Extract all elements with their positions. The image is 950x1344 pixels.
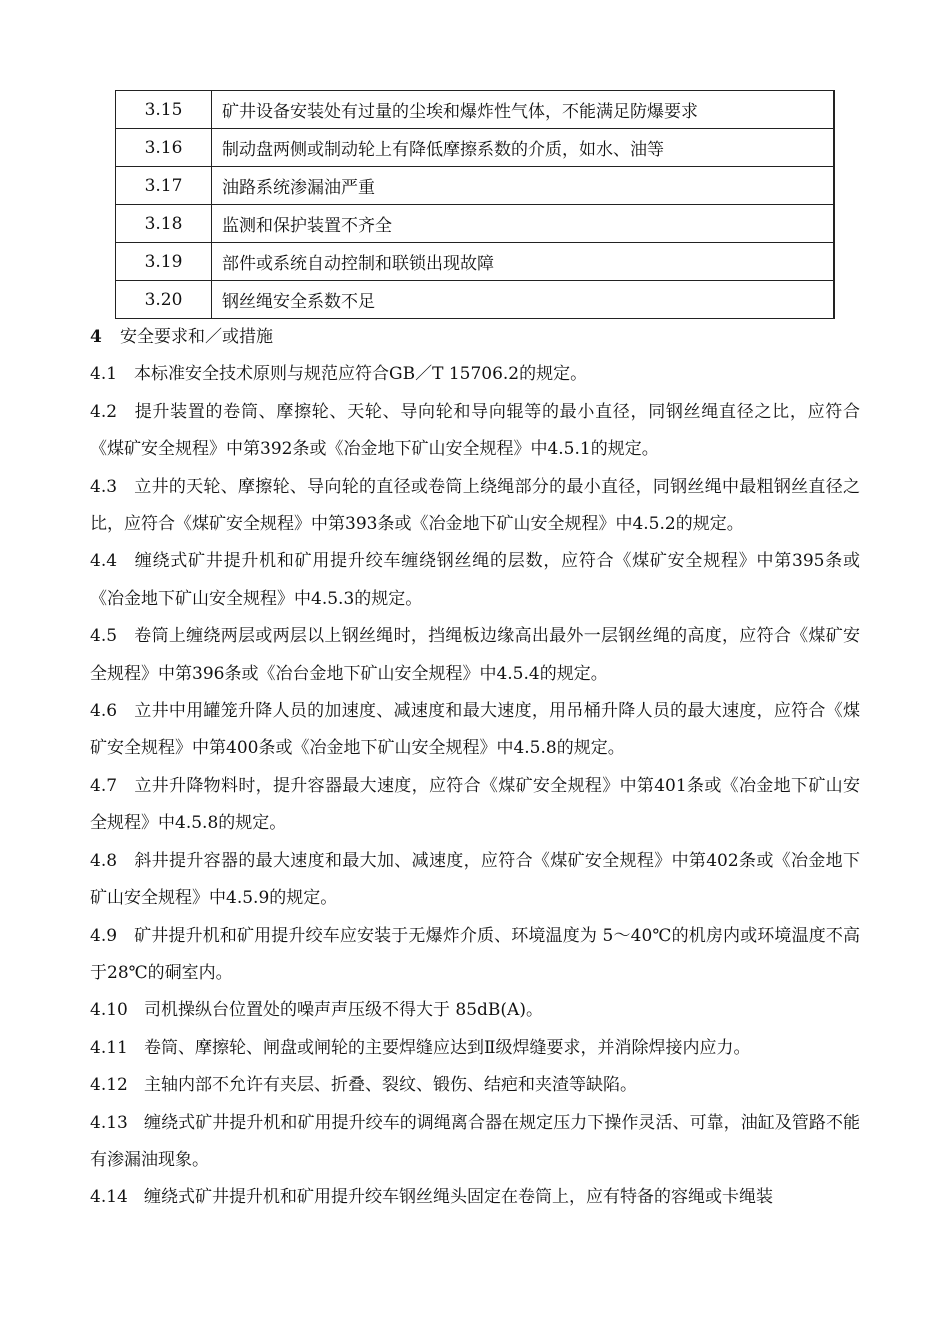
clause-number: 4.2 (90, 401, 118, 422)
clause (90, 992, 860, 1029)
row-number: 3.20 (116, 281, 212, 319)
clause-number: 4.8 (90, 850, 118, 871)
clause (90, 394, 860, 469)
clause-text: 卷筒上缠绕两层或两层以上钢丝绳时，挡绳板边缘高出最外一层钢丝绳的高度，应符合《煤矿安全规程》中第396条或《冶台金地下矿山安全规程》中4.5.4的规定。 (90, 626, 860, 684)
clause-text: 立井升降物料时，提升容器最大速度，应符合《煤矿安全规程》中第401条或《冶金地下矿山安全规程》中4.5.8的规定。 (90, 775, 860, 834)
table-row (116, 129, 835, 167)
row-description: 部件或系统自动控制和联锁出现故障 (212, 243, 835, 281)
clause-number: 4.14 (90, 1187, 128, 1208)
clause-number: 4.6 (90, 701, 118, 722)
row-number: 3.19 (116, 243, 212, 281)
clause (90, 693, 860, 768)
clause (90, 356, 860, 393)
clause-number: 4.5 (90, 626, 118, 647)
clause-text: 立井的天轮、摩擦轮、导向轮的直径或卷筒上绕绳部分的最小直径，同钢丝绳中最粗钢丝直径之比，应符合《煤矿安全规程》中第393条或《冶金地下矿山安全规程》中4.5.2的规定。 (90, 476, 860, 535)
clause (90, 1179, 860, 1216)
clause-text: 本标准安全技术原则与规范应符合GB／T 15706.2的规定。 (134, 364, 588, 385)
section-heading (90, 319, 860, 356)
row-number: 3.18 (116, 205, 212, 243)
clause-text: 主轴内部不允许有夹层、折叠、裂纹、锻伤、结疤和夹渣等缺陷。 (144, 1075, 637, 1096)
clause (90, 543, 860, 618)
row-description: 钢丝绳安全系数不足 (212, 281, 835, 319)
clause (90, 768, 860, 843)
hazard-table (115, 90, 835, 319)
clause-number: 4.1 (90, 364, 118, 385)
row-description: 矿井设备安装处有过量的尘埃和爆炸性气体，不能满足防爆要求 (212, 91, 835, 129)
row-description: 监测和保护装置不齐全 (212, 205, 835, 243)
row-number: 3.16 (116, 129, 212, 167)
row-description: 油路系统渗漏油严重 (212, 167, 835, 205)
row-number: 3.17 (116, 167, 212, 205)
clause-text: 提升装置的卷筒、摩擦轮、天轮、导向轮和导向辊等的最小直径，同钢丝绳直径之比，应符合《煤矿安全规程》中第392条或《冶金地下矿山安全规程》中4.5.1的规定。 (90, 401, 860, 460)
clause-text: 司机操纵台位置处的噪声声压级不得大于 85dB(A)。 (144, 1000, 543, 1021)
clause-number: 4.9 (90, 925, 118, 946)
clause (90, 843, 860, 918)
clause-number: 4.12 (90, 1075, 128, 1096)
clause-number: 4.11 (90, 1037, 128, 1058)
clause (90, 1105, 860, 1180)
clause-number: 4.3 (90, 476, 118, 497)
row-number: 3.15 (116, 91, 212, 129)
clause-number: 4.10 (90, 1000, 128, 1021)
section-number: 4 (90, 327, 102, 347)
clause (90, 1030, 860, 1067)
clause-text: 缠绕式矿井提升机和矿用提升绞车缠绕钢丝绳的层数，应符合《煤矿安全规程》中第395条或《冶金地下矿山安全规程》中4.5.3的规定。 (90, 551, 860, 609)
clause-text: 缠绕式矿井提升机和矿用提升绞车的调绳离合器在规定压力下操作灵活、可靠，油缸及管路不能有渗漏油现象。 (90, 1112, 860, 1170)
clause-text: 缠绕式矿井提升机和矿用提升绞车钢丝绳头固定在卷筒上，应有特备的容绳或卡绳装 (144, 1187, 773, 1208)
clause-text: 卷筒、摩擦轮、闸盘或闸轮的主要焊缝应达到Ⅱ级焊缝要求，并消除焊接内应力。 (144, 1037, 751, 1058)
clause (90, 469, 860, 544)
clause-number: 4.13 (90, 1112, 128, 1133)
row-description: 制动盘两侧或制动轮上有降低摩擦系数的介质，如水、油等 (212, 129, 835, 167)
table-row (116, 205, 835, 243)
section-title: 安全要求和／或措施 (120, 327, 273, 347)
clause-text: 斜井提升容器的最大速度和最大加、减速度，应符合《煤矿安全规程》中第402条或《冶金地下矿山安全规程》中4.5.9的规定。 (90, 850, 860, 909)
clause (90, 1067, 860, 1104)
table-row (116, 281, 835, 319)
clause-number: 4.4 (90, 551, 118, 572)
document-body (90, 319, 860, 1217)
table-row (116, 91, 835, 129)
clause (90, 618, 860, 693)
table-row (116, 243, 835, 281)
clause-text: 矿井提升机和矿用提升绞车应安装于无爆炸介质、环境温度为 5～40℃的机房内或环境温度不高于28℃的硐室内。 (90, 925, 860, 983)
table-row (116, 167, 835, 205)
clause-text: 立井中用罐笼升降人员的加速度、减速度和最大速度，用吊桶升降人员的最大速度，应符合《煤矿安全规程》中第400条或《冶金地下矿山安全规程》中4.5.8的规定。 (90, 701, 860, 759)
clause (90, 918, 860, 993)
clause-number: 4.7 (90, 775, 118, 796)
